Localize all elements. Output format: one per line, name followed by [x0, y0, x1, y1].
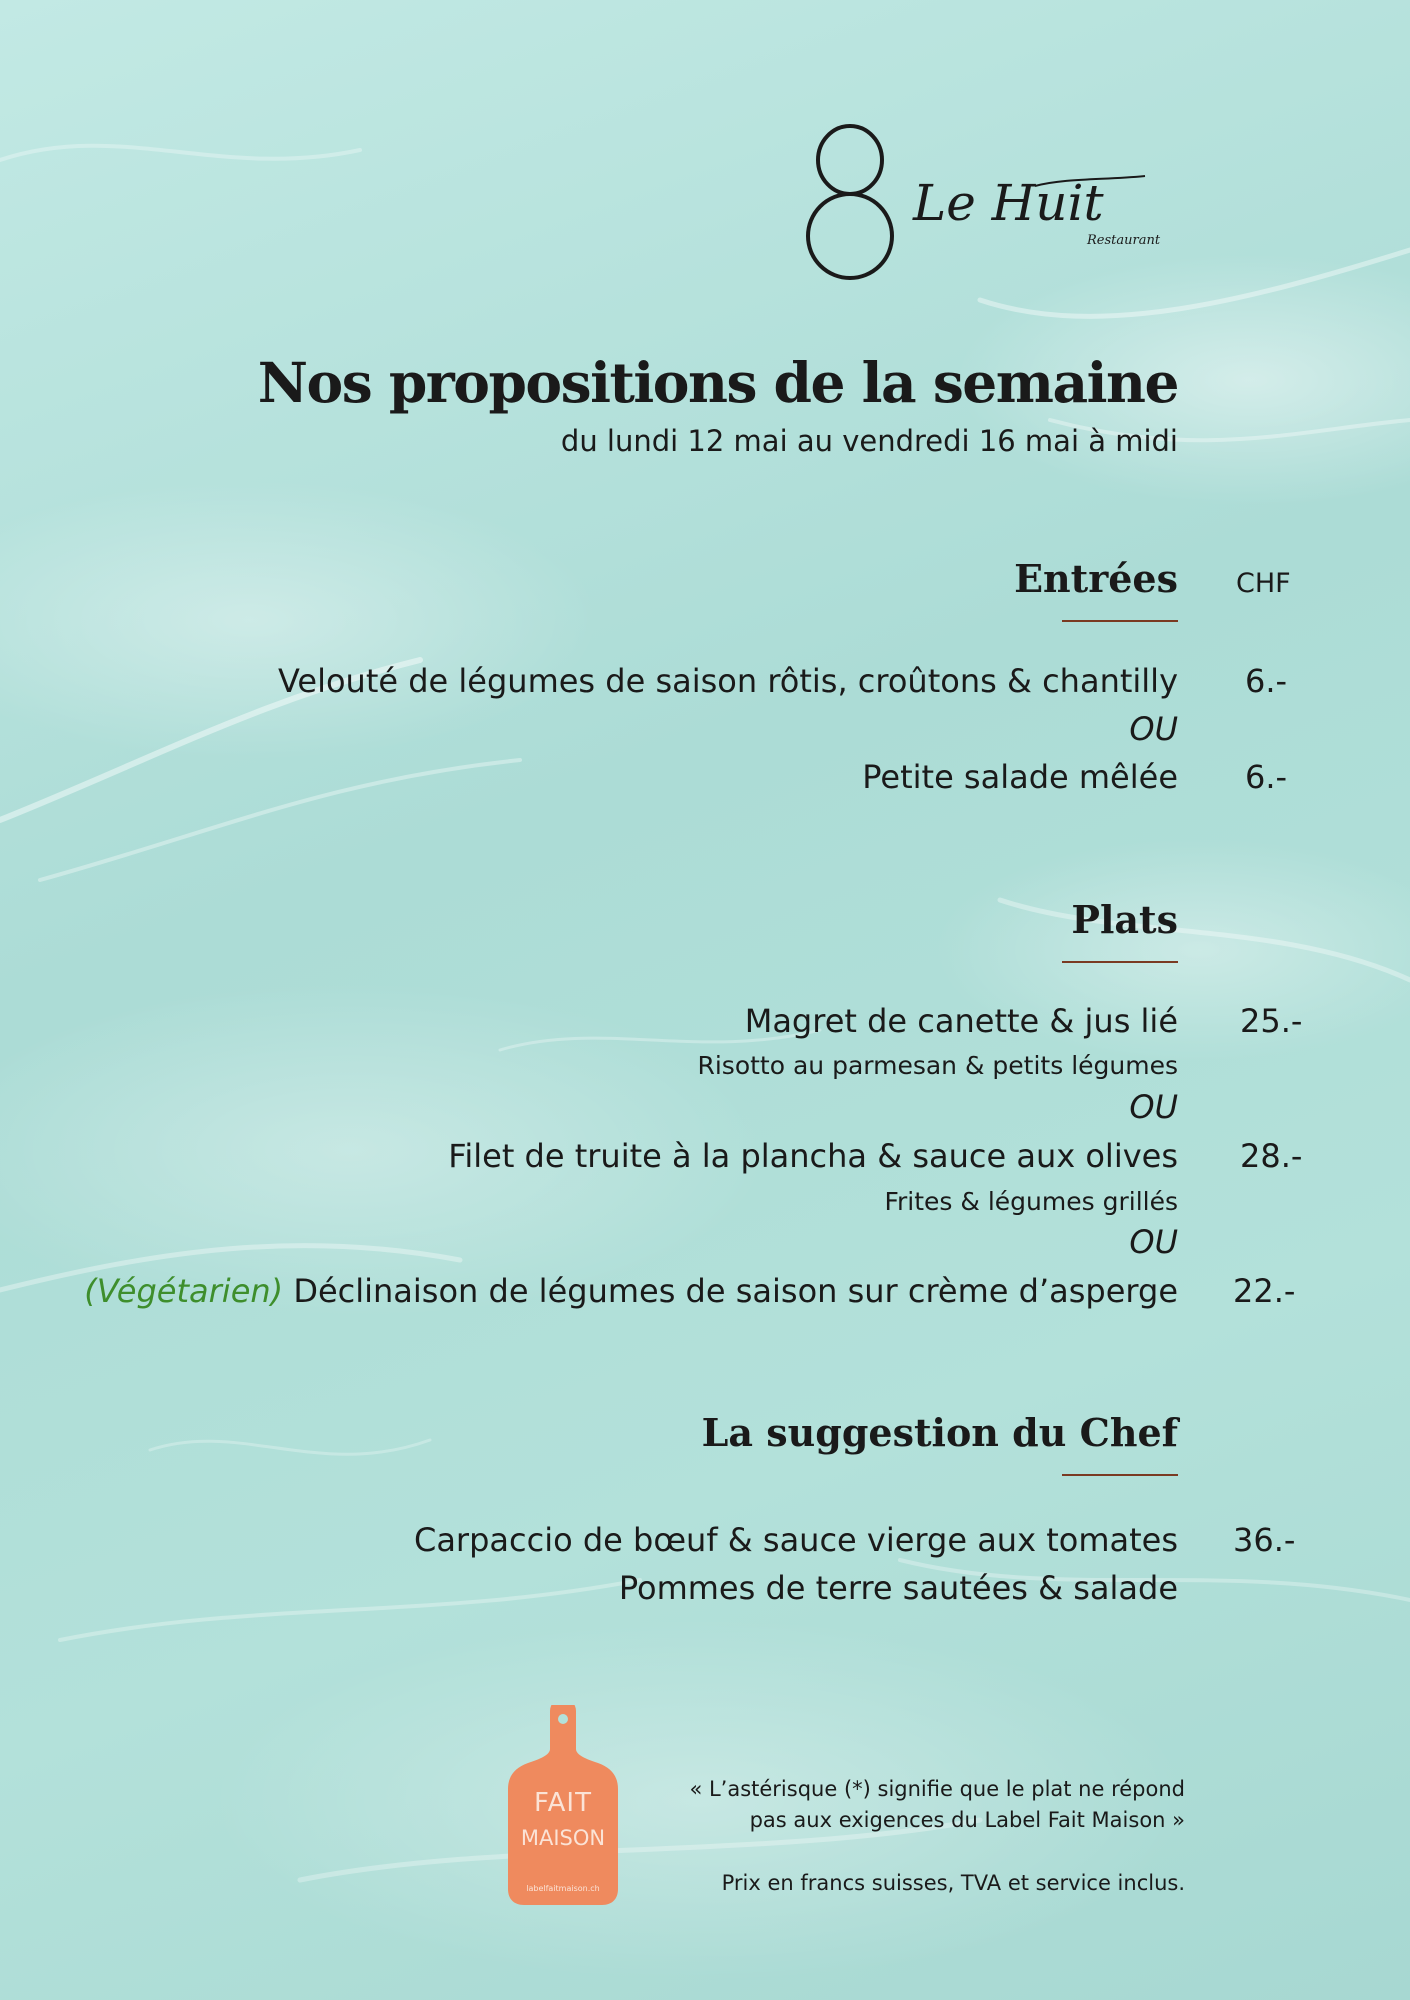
- price-note: Prix en francs suisses, TVA et service inclus.: [721, 1871, 1185, 1895]
- restaurant-logo: [795, 118, 1175, 288]
- section-title-chef: La suggestion du Chef: [701, 1410, 1178, 1455]
- section-title-entrees: Entrées: [1014, 556, 1178, 601]
- label-word-fait: FAIT: [534, 1788, 592, 1818]
- logo-subtitle: Restaurant: [1087, 233, 1161, 248]
- or-separator: OU: [1129, 710, 1178, 748]
- dish-side: Frites & légumes grillés: [884, 1187, 1178, 1216]
- section-divider: [1062, 1474, 1178, 1476]
- dish-price: 6.-: [1245, 758, 1288, 796]
- dish-name: Magret de canette & jus lié: [744, 1002, 1178, 1040]
- currency-label: CHF: [1236, 568, 1291, 599]
- label-url: labelfaitmaison.ch: [526, 1884, 600, 1893]
- date-range: du lundi 12 mai au vendredi 16 mai à midi: [560, 424, 1178, 458]
- dish-price: 36.-: [1233, 1521, 1296, 1559]
- asterisk-note: pas aux exigences du Label Fait Maison »: [749, 1808, 1185, 1832]
- page-title: Nos propositions de la semaine: [257, 350, 1178, 415]
- dish-name: Déclinaison de légumes de saison sur crème d’asperge: [293, 1272, 1178, 1310]
- dish-price: 25.-: [1240, 1002, 1303, 1040]
- or-separator: OU: [1129, 1088, 1178, 1126]
- dish-price: 22.-: [1233, 1272, 1296, 1310]
- dish-name: Filet de truite à la plancha & sauce aux olives: [448, 1137, 1178, 1175]
- dish-price: 6.-: [1245, 662, 1288, 700]
- logo-name: Le Huit: [913, 174, 1104, 232]
- dish-side: Pommes de terre sautées & salade: [618, 1569, 1178, 1607]
- fait-maison-label-logo: [506, 1705, 620, 1905]
- dish-price: 28.-: [1240, 1137, 1303, 1175]
- dish-side: Risotto au parmesan & petits légumes: [697, 1051, 1178, 1080]
- dish-name: Petite salade mêlée: [862, 758, 1178, 796]
- or-separator: OU: [1129, 1223, 1178, 1261]
- dish-name: Velouté de légumes de saison rôtis, croûtons & chantilly: [277, 662, 1178, 700]
- asterisk-note: « L’astérisque (*) signifie que le plat ne répond: [689, 1777, 1185, 1801]
- section-divider: [1062, 620, 1178, 622]
- vegetarian-tag: (Végétarien): [84, 1272, 284, 1310]
- section-title-plats: Plats: [1071, 897, 1178, 942]
- section-divider: [1062, 961, 1178, 963]
- dish-name-vegetarian: [84, 1272, 1178, 1310]
- label-word-maison: MAISON: [520, 1826, 606, 1850]
- dish-name: Carpaccio de bœuf & sauce vierge aux tomates: [413, 1521, 1178, 1559]
